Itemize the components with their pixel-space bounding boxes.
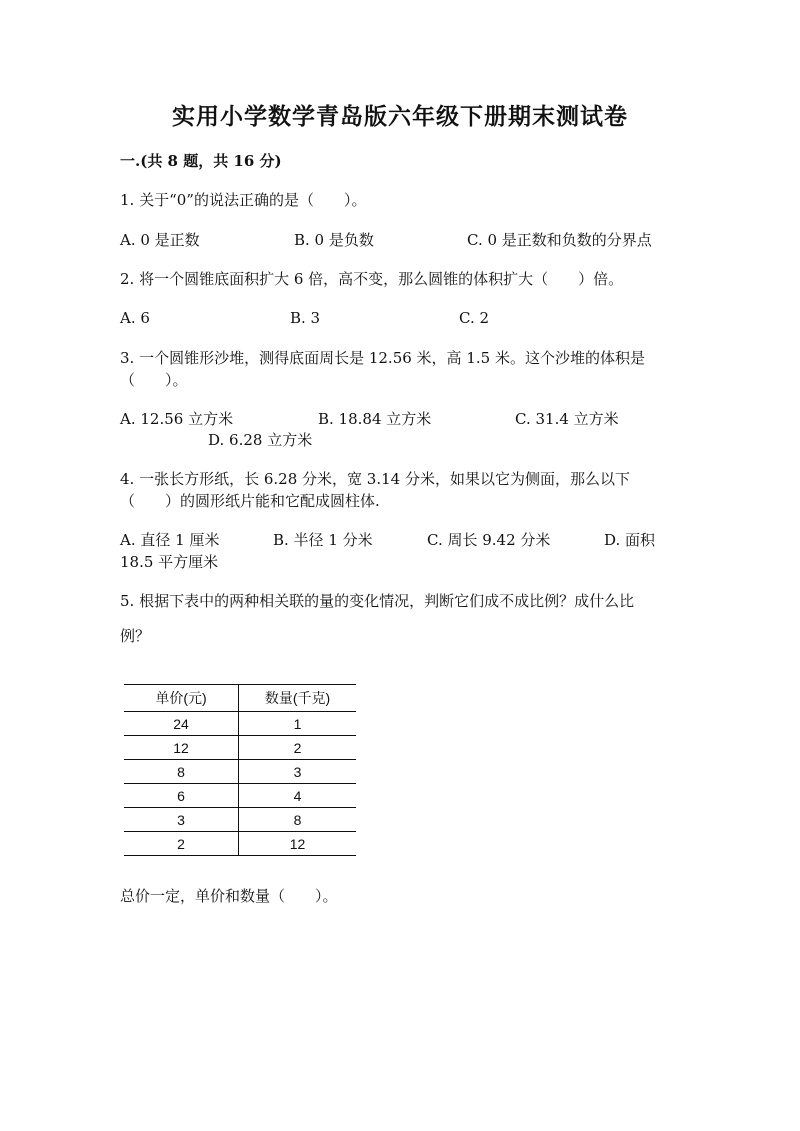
table-header-row [124,685,356,712]
price-quantity-table [124,684,356,856]
table-row [124,784,356,808]
question-4-option-d-continued: 18.5 平方厘米 [120,553,219,571]
table-cell: 6 [124,784,239,808]
question-4-option-d: D. 面积 [604,531,656,549]
question-3-option-d: D. 6.28 立方米 [208,431,313,449]
table-cell: 24 [124,712,239,736]
question-2-option-b: B. 3 [290,309,321,327]
table-header-cell: 单价(元) [124,685,239,712]
question-4-stem-line-2: （ ）的圆形纸片能和它配成圆柱体. [120,492,380,510]
table-cell: 8 [124,760,239,784]
table-row [124,808,356,832]
question-1-option-c: C. 0 是正数和负数的分界点 [467,231,652,249]
question-3-option-b: B. 18.84 立方米 [318,410,432,428]
table-row [124,760,356,784]
table-cell: 2 [124,832,239,856]
question-5-stem-line-1: 5. 根据下表中的两种相关联的量的变化情况，判断它们成不成比例？成什么比 [120,592,635,610]
question-1-option-b: B. 0 是负数 [294,231,374,249]
question-1-option-a: A. 0 是正数 [120,231,200,249]
section-heading: 一.(共 8 题，共 16 分) [120,152,282,170]
question-3-option-c: C. 31.4 立方米 [515,410,619,428]
table-cell: 12 [239,832,357,856]
table-row [124,712,356,736]
question-2-option-c: C. 2 [459,309,490,327]
table-header-cell: 数量(千克) [239,685,357,712]
question-1-stem: 1. 关于“0”的说法正确的是（ ）。 [120,191,367,209]
question-3-stem-line-1: 3. 一个圆锥形沙堆，测得底面周长是 12.56 米，高 1.5 米。这个沙堆的体积是 [120,349,645,367]
table-cell: 12 [124,736,239,760]
table-cell: 3 [239,760,357,784]
table-row [124,736,356,760]
table-cell: 2 [239,736,357,760]
table-row [124,832,356,856]
question-4-stem-line-1: 4. 一张长方形纸，长 6.28 分米，宽 3.14 分米，如果以它为侧面，那么以下 [120,470,630,488]
table-cell: 8 [239,808,357,832]
question-3-option-a: A. 12.56 立方米 [120,410,234,428]
question-3-stem-line-2: （ ）。 [120,371,188,389]
page-title: 实用小学数学青岛版六年级下册期末测试卷 [172,103,628,130]
question-4-option-b: B. 半径 1 分米 [273,531,373,549]
question-4-option-a: A. 直径 1 厘米 [120,531,220,549]
table-cell: 4 [239,784,357,808]
table-cell: 3 [124,808,239,832]
table-cell: 1 [239,712,357,736]
question-2-option-a: A. 6 [120,309,150,327]
question-4-option-c: C. 周长 9.42 分米 [427,531,551,549]
question-5-follow-up: 总价一定，单价和数量（ ）。 [120,887,338,905]
question-2-stem: 2. 将一个圆锥底面积扩大 6 倍，高不变，那么圆锥的体积扩大（ ）倍。 [120,270,624,288]
question-5-stem-line-2: 例？ [120,627,151,645]
